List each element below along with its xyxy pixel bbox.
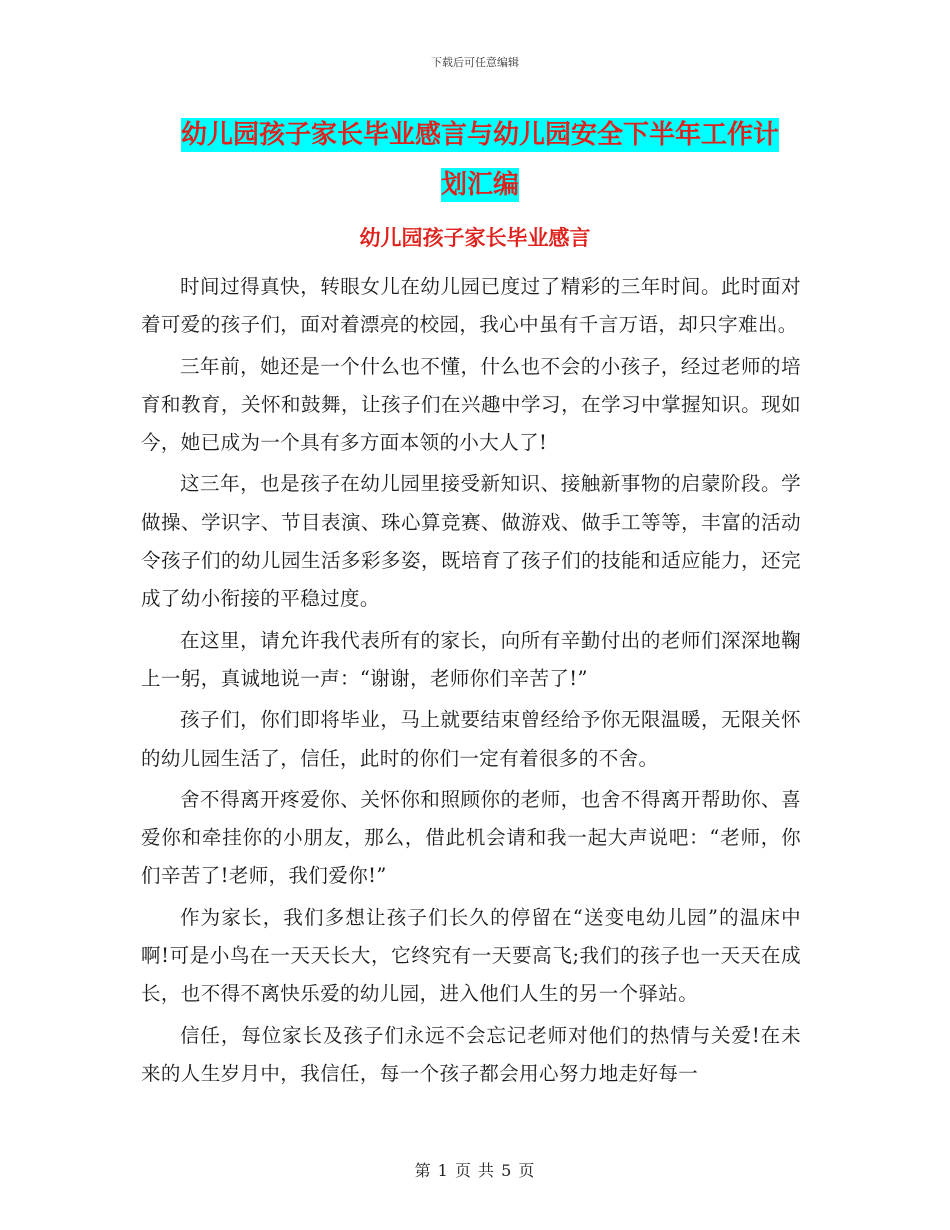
document-title — [140, 110, 820, 210]
paragraph-2: 三年前，她还是一个什么也不懂，什么也不会的小孩子，经过老师的培育和教育，关怀和鼓舞，让孩子们在兴趣中学习，在学习中掌握知识。现如今，她已成为一个具有多方面本领的小大人了! — [141, 354, 801, 455]
page-number-footer: 第 1 页 共 5 页 — [414, 1161, 536, 1180]
document-title-line-1: 幼儿园孩子家长毕业感言与幼儿园安全下半年工作计 — [180, 120, 779, 150]
paragraph-6: 舍不得离开疼爱你、关怀你和照顾你的老师，也舍不得离开帮助你、喜爱你和牵挂你的小朋友，那么，借此机会请和我一起大声说吧：“老师，你们辛苦了!老师，我们爱你!” — [141, 787, 801, 888]
paragraph-4: 在这里，请允许我代表所有的家长，向所有辛勤付出的老师们深深地鞠上一躬，真诚地说一声：“谢谢，老师你们辛苦了!” — [141, 628, 801, 690]
page-header-note: 下载后可任意编辑 — [431, 56, 519, 69]
paragraph-1: 时间过得真快，转眼女儿在幼儿园已度过了精彩的三年时间。此时面对着可爱的孩子们，面对着漂亮的校园，我心中虽有千言万语，却只字难出。 — [141, 275, 801, 337]
paragraph-8: 信任，每位家长及孩子们永远不会忘记老师对他们的热情与关爱!在未来的人生岁月中，我信任，每一个孩子都会用心努力地走好每一 — [141, 1023, 801, 1085]
document-body — [141, 268, 801, 1096]
paragraph-3: 这三年，也是孩子在幼儿园里接受新知识、接触新事物的启蒙阶段。学做操、学识字、节目表演、珠心算竞赛、做游戏、做手工等等，丰富的活动令孩子们的幼儿园生活多彩多姿，既培育了孩子们的技能和适应能力，还完成了幼小衔接的平稳过度。 — [141, 472, 801, 611]
section-title: 幼儿园孩子家长毕业感言 — [359, 226, 591, 250]
paragraph-5: 孩子们，你们即将毕业，马上就要结束曾经给予你无限温暖，无限关怀的幼儿园生活了，信任，此时的你们一定有着很多的不舍。 — [141, 708, 801, 770]
paragraph-7: 作为家长，我们多想让孩子们长久的停留在“送变电幼儿园”的温床中啊!可是小鸟在一天天长大，它终究有一天要高飞;我们的孩子也一天天在成长，也不得不离快乐爱的幼儿园，进入他们人生的另一个驿站。 — [141, 905, 801, 1006]
document-title-line-2: 划汇编 — [440, 170, 519, 200]
